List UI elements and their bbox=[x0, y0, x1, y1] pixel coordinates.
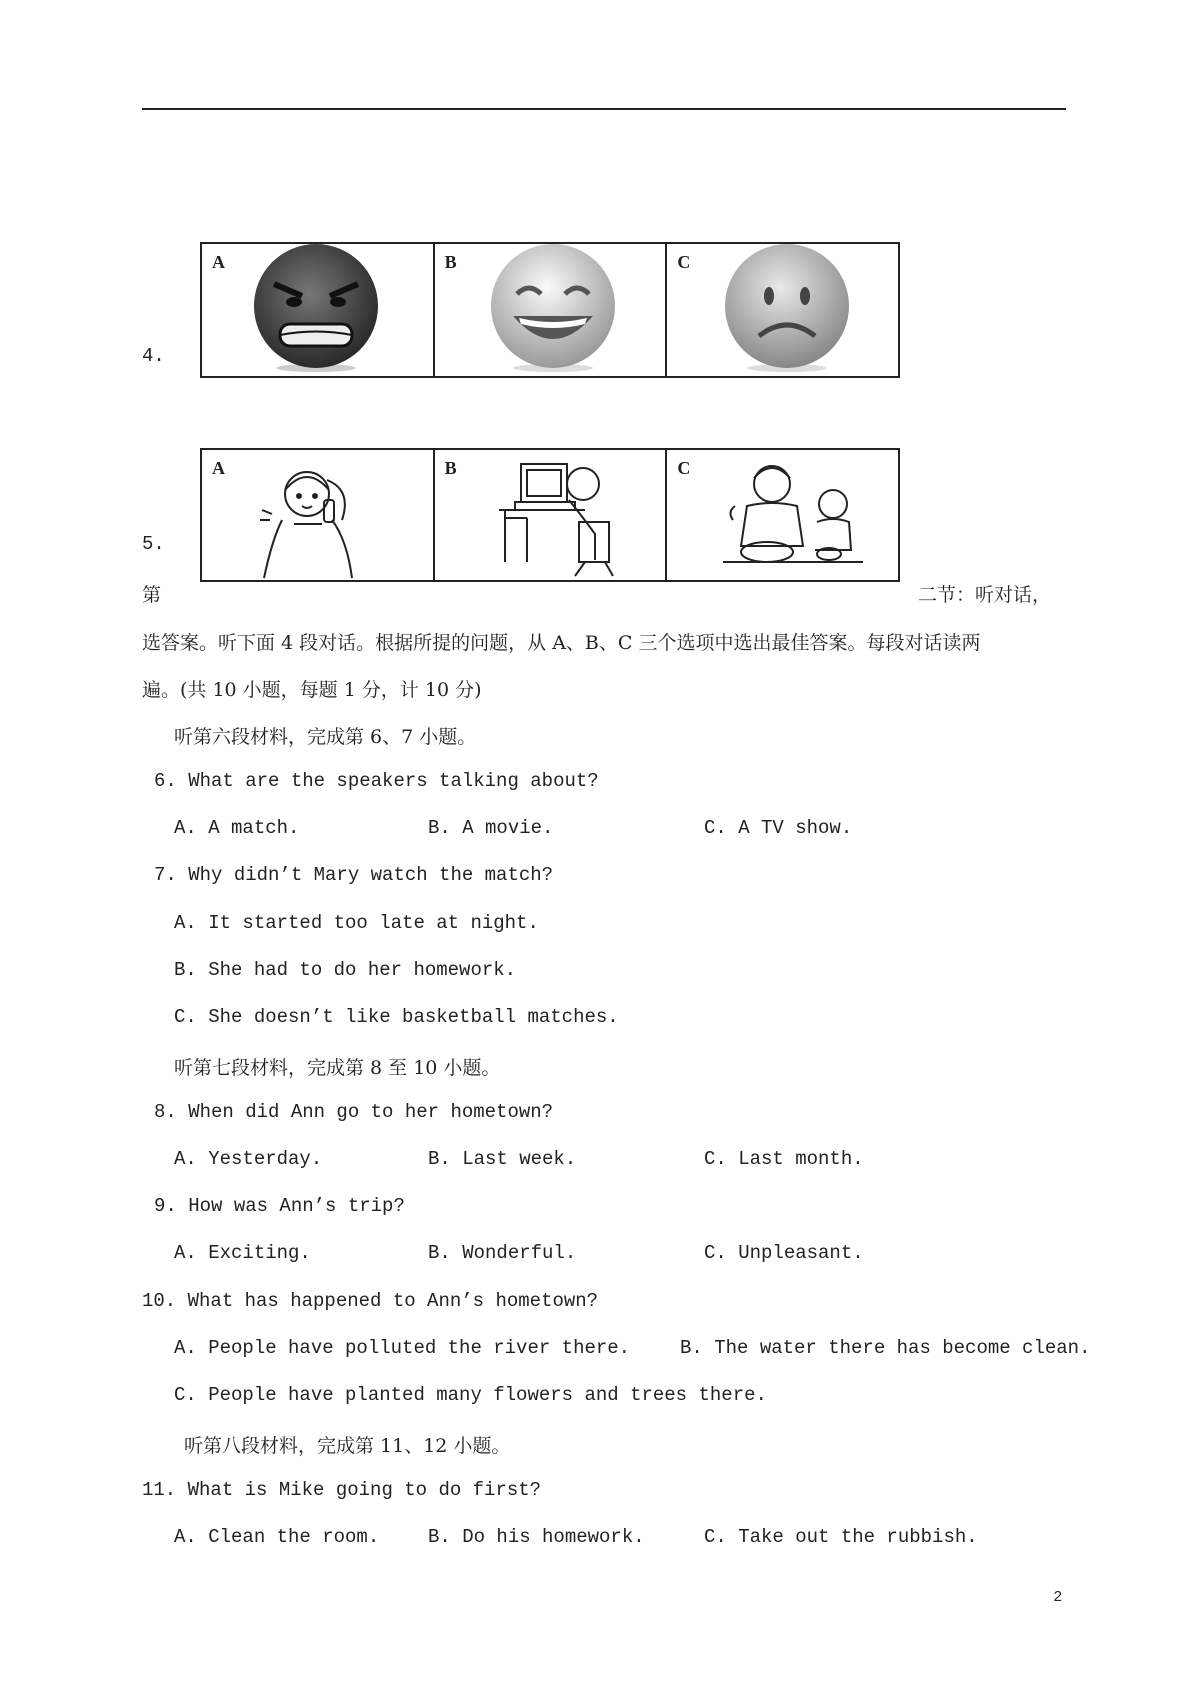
q4-picture-strip bbox=[200, 242, 900, 378]
option-label: A bbox=[212, 458, 225, 478]
q11-option-a: A. Clean the room. bbox=[174, 1526, 380, 1548]
mother-and-child-cooking-icon bbox=[667, 450, 897, 580]
q10-option-b: B. The water there has become clean. bbox=[680, 1337, 1091, 1359]
q5-picture-strip bbox=[200, 448, 900, 582]
q5-option-b bbox=[435, 450, 668, 580]
q7-option-c: C. She doesn’t like basketball matches. bbox=[174, 1006, 619, 1028]
option-label: B bbox=[444, 458, 457, 478]
sad-face-icon bbox=[667, 244, 897, 376]
section2-heading-end: 二节：听对话， bbox=[918, 584, 1052, 606]
q9-option-b: B. Wonderful. bbox=[428, 1242, 577, 1264]
option-label: B bbox=[444, 252, 457, 272]
intro-passage-6: 听第六段材料，完成第 6、7 小题。 bbox=[174, 726, 477, 748]
intro-passage-7: 听第七段材料，完成第 8 至 10 小题。 bbox=[174, 1057, 501, 1079]
q11-stem: 11. What is Mike going to do first? bbox=[142, 1479, 542, 1501]
option-label: C bbox=[677, 458, 691, 478]
angry-face-icon bbox=[202, 244, 432, 376]
section2-first-char: 第 bbox=[142, 584, 162, 606]
q4-option-b bbox=[435, 244, 668, 376]
q8-option-b: B. Last week. bbox=[428, 1148, 577, 1170]
q5-option-a bbox=[202, 450, 435, 580]
q10-option-a: A. People have polluted the river there. bbox=[174, 1337, 631, 1359]
q10-stem: 10. What has happened to Ann’s hometown? bbox=[142, 1290, 599, 1312]
q9-stem: 9. How was Ann’s trip? bbox=[154, 1195, 405, 1217]
q4-number: 4. bbox=[142, 345, 165, 367]
laughing-face-icon bbox=[435, 244, 665, 376]
q6-option-c: C. A TV show. bbox=[704, 817, 853, 839]
q4-option-c bbox=[667, 244, 898, 376]
girl-on-phone-icon bbox=[202, 450, 432, 580]
option-label: C bbox=[677, 252, 691, 272]
q8-stem: 8. When did Ann go to her hometown? bbox=[154, 1101, 554, 1123]
q4-option-a bbox=[202, 244, 435, 376]
intro-passage-8: 听第八段材料，完成第 11、12 小题。 bbox=[184, 1435, 511, 1457]
q5-number: 5. bbox=[142, 533, 165, 555]
q8-option-a: A. Yesterday. bbox=[174, 1148, 323, 1170]
section2-instruction-line2: 选答案。听下面 4 段对话。根据所提的问题，从 A、B、C 三个选项中选出最佳答案。每段对话读两 bbox=[142, 632, 981, 654]
option-label: A bbox=[212, 252, 225, 272]
child-at-computer-icon bbox=[435, 450, 665, 580]
q10-option-c: C. People have planted many flowers and trees there. bbox=[174, 1384, 767, 1406]
q6-option-b: B. A movie. bbox=[428, 817, 554, 839]
q11-option-b: B. Do his homework. bbox=[428, 1526, 645, 1548]
q7-option-b: B. She had to do her homework. bbox=[174, 959, 517, 981]
q8-option-c: C. Last month. bbox=[704, 1148, 864, 1170]
q7-option-a: A. It started too late at night. bbox=[174, 912, 539, 934]
q11-option-c: C. Take out the rubbish. bbox=[704, 1526, 978, 1548]
section2-instruction-line3: 遍。(共 10 小题，每题 1 分，计 10 分) bbox=[142, 679, 482, 701]
q9-option-a: A. Exciting. bbox=[174, 1242, 311, 1264]
q5-option-c bbox=[667, 450, 898, 580]
header-rule bbox=[142, 108, 1066, 110]
q6-option-a: A. A match. bbox=[174, 817, 300, 839]
page-number: 2 bbox=[1053, 1588, 1062, 1605]
q9-option-c: C. Unpleasant. bbox=[704, 1242, 864, 1264]
q7-stem: 7. Why didn’t Mary watch the match? bbox=[154, 864, 554, 886]
q6-stem: 6. What are the speakers talking about? bbox=[154, 770, 599, 792]
